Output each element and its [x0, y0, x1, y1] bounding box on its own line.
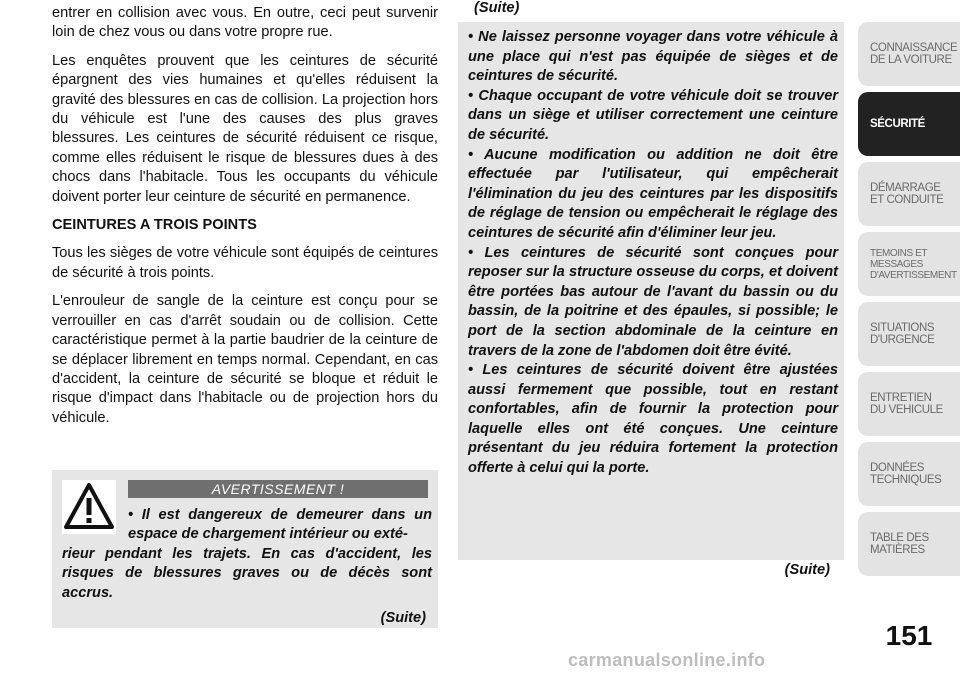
- warning-box: [52, 470, 438, 628]
- warning-title: AVERTISSEMENT !: [128, 480, 428, 498]
- tab-connaissance[interactable]: CONNAISSANCE DE LA VOITURE: [858, 22, 960, 86]
- bullet-item: • Les ceintures de sécurité doivent être ajustées aussi fermement que possible, tout en restant confortables, afin de fournir la protection pour laquelle elles ont été conçues. Une ceinture présentant du jeu réduira fortement la protection offerte à celui qui la porte.: [468, 362, 838, 477]
- warning-text: [62, 506, 432, 603]
- section-heading: CEINTURES A TROIS POINTS: [52, 217, 257, 234]
- tab-demarrage[interactable]: DÉMARRAGE ET CONDUITE: [858, 162, 960, 226]
- chapter-tabs: [858, 22, 960, 582]
- continued-warning-box: [458, 22, 844, 578]
- bullet-item: • Les ceintures de sécurité sont conçues pour reposer sur la structure osseuse du corps, et doivent être portées bas autour de l'avant du bassin ou du bassin, de la poitrine et des épaules, si possible; le port de la section abdominale de la ceinture en travers de la zone de l'abdomen doit être évité.: [468, 244, 838, 359]
- suite-top: (Suite): [474, 0, 520, 16]
- warning-text-rest: rieur pendant les trajets. En cas d'accident, les risques de blessures graves ou de décès sont accrus.: [62, 545, 432, 601]
- bullet-item: • Chaque occupant de votre véhicule doit se trouver dans un siège et utiliser correctement une ceinture de sécurité.: [468, 87, 838, 143]
- left-column: [52, 4, 438, 437]
- tab-entretien[interactable]: ENTRETIEN DU VEHICULE: [858, 372, 960, 436]
- suite-bottom: (Suite): [784, 562, 830, 578]
- page-number: 151: [885, 620, 933, 651]
- paragraph-retractor: L'enrouleur de sangle de la ceinture est conçu pour se verrouiller en cas d'arrêt soudain ou de collision. Cette caractéristique permet à la partie baudrier de la ceinture de se déplacer librement en temps normal. Cependant, en cas d'accident, la ceinture de sécurité se bloque et réduit le risque d'impact dans l'habitacle ou de projection hors du véhicule.: [52, 293, 438, 426]
- paragraph-three-point: Tous les sièges de votre véhicule sont équipés de ceintures de sécurité à trois points.: [52, 245, 438, 281]
- tab-situations[interactable]: SITUATIONS D'URGENCE: [858, 302, 960, 366]
- tab-temoins[interactable]: TEMOINS ET MESSAGES D'AVERTISSEMENT: [858, 232, 960, 296]
- paragraph-surveys: Les enquêtes prouvent que les ceintures de sécurité épargnent des vies humaines et qu'elles réduisent la gravité des blessures en cas de collision. La projection hors du véhicule est l'une des causes des plus graves blessures. Les ceintures de sécurité réduisent ce risque, comme elles réduisent le risque de blessures dues à des chocs dans l'habitacle. Tous les occupants du véhicule doivent porter leur ceinture de sécurité en permanence.: [52, 52, 438, 205]
- warning-text-first: • Il est dangereux de demeurer dans un espace de chargement intérieur ou exté-: [128, 507, 432, 543]
- paragraph-intro: entrer en collision avec vous. En outre, ceci peut survenir loin de chez vous ou dans votre propre rue.: [52, 5, 438, 41]
- tab-table-des-matieres[interactable]: TABLE DES MATIÈRES: [858, 512, 960, 576]
- warning-suite: (Suite): [380, 610, 426, 626]
- bullet-item: • Aucune modification ou addition ne doit être effectuée par l'utilisateur, qui empêcherait l'élimination du jeu des ceintures par les dispositifs de réglage de tension ou empêcherait le réglage des ceintures de sécurité afin d'éliminer leur jeu.: [468, 146, 838, 241]
- tab-securite[interactable]: SÉCURITÉ: [858, 92, 960, 156]
- warning-bullets: [468, 28, 838, 479]
- tab-donnees[interactable]: DONNÉES TECHNIQUES: [858, 442, 960, 506]
- watermark: carmanualsonline.info: [568, 650, 766, 670]
- bullet-item: • Ne laissez personne voyager dans votre véhicule à une place qui n'est pas équipée de sièges et de ceintures de sécurité.: [468, 29, 838, 85]
